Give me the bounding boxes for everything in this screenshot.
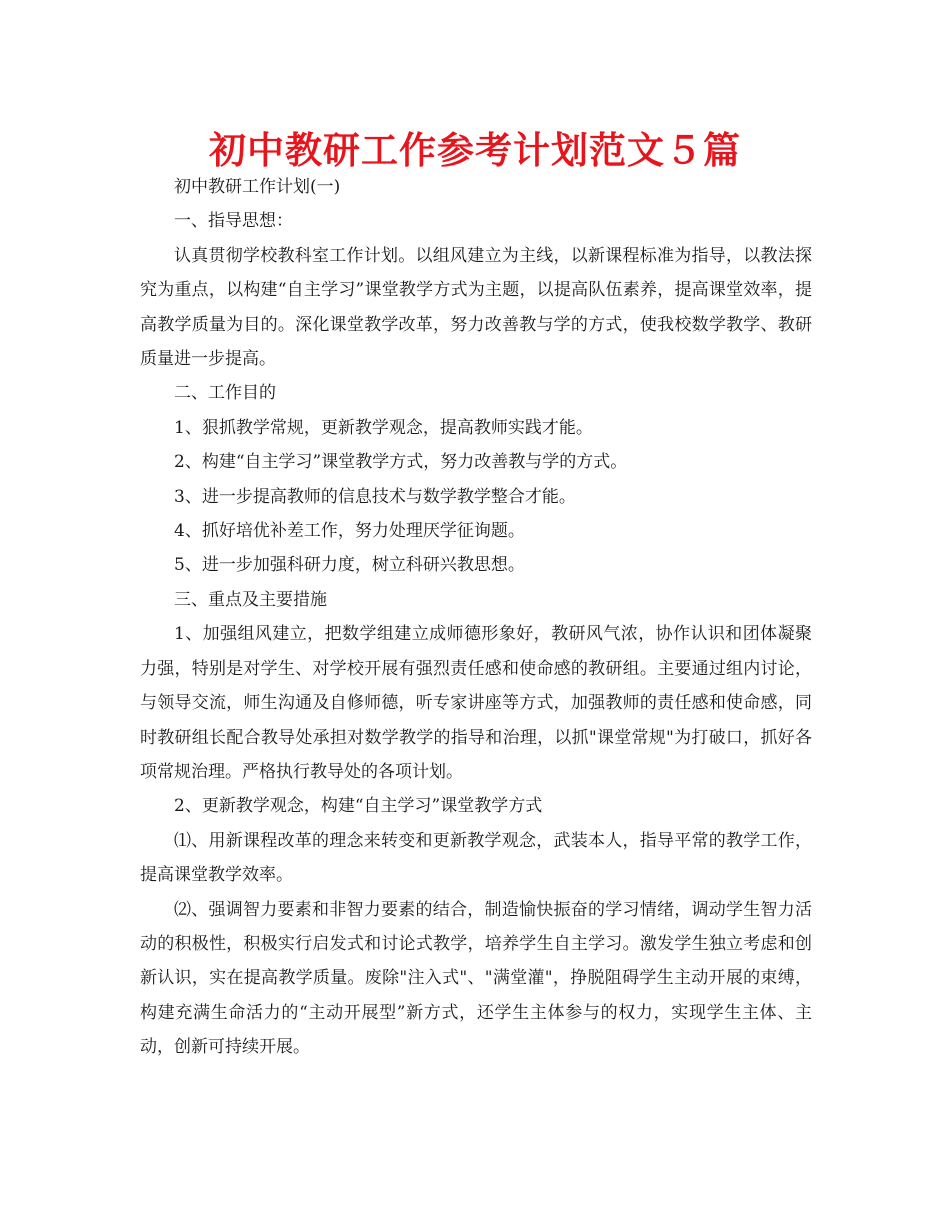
- paragraph-guiding-ideology: 认真贯彻学校教科室工作计划。以组风建立为主线，以新课程标准为指导，以教法探究为重点，以构建“自主学习”课堂教学方式为主题，以提高队伍素养，提高课堂效率，提高教学质量为目的。深化课堂教学改革，努力改善教与学的方式，使我校数学教学、教研质量进一步提高。: [140, 245, 812, 370]
- paragraph-goal-5: 5、进一步加强科研力度，树立科研兴教思想。: [174, 555, 525, 576]
- document-body: [140, 170, 812, 1065]
- document-title: 初中教研工作参考计划范文５篇: [209, 129, 741, 172]
- paragraph-measure-2-item-2: ⑵、强调智力要素和非智力要素的结合，制造愉快振奋的学习情绪，调动学生智力活动的积极性，积极实行启发式和讨论式教学，培养学生自主学习。激发学生独立考虑和创新认识，实在提高教学质量。废除"注入式"、"满堂灌"，挣脱阻碍学生主动开展的束缚，构建充满生命活力的“主动开展型”新方式，还学生主体参与的权力，实现学生主体、主动，创新可持续开展。: [140, 899, 812, 1058]
- paragraph-plan-heading: 初中教研工作计划(一): [174, 177, 341, 197]
- paragraph-goal-2: 2、构建“自主学习”课堂教学方式，努力改善教与学的方式。: [174, 452, 628, 473]
- paragraph-goal-1: 1、狠抓教学常规，更新教学观念，提高教师实践才能。: [174, 417, 593, 438]
- paragraph-measure-1: 1、加强组风建立，把数学组建立成师德形象好，教研风气浓，协作认识和团体凝聚力强，特别是对学生、对学校开展有强烈责任感和使命感的教研组。主要通过组内讨论，与领导交流，师生沟通及自修师德，听专家讲座等方式，加强教师的责任感和使命感，同时教研组长配合教导处承担对数学教学的指导和治理，以抓"课堂常规"为打破口，抓好各项常规治理。严格执行教导处的各项计划。: [140, 624, 812, 782]
- paragraph-section-2-heading: 二、工作目的: [174, 383, 276, 404]
- paragraph-measure-2-heading: 2、更新教学观念，构建“自主学习”课堂教学方式: [174, 796, 543, 817]
- paragraph-goal-3: 3、进一步提高教师的信息技术与数学教学整合才能。: [174, 486, 576, 507]
- paragraph-section-1-heading: 一、指导思想：: [174, 211, 293, 232]
- paragraph-section-3-heading: 三、重点及主要措施: [174, 589, 327, 610]
- paragraph-goal-4: 4、抓好培优补差工作，努力处理厌学征询题。: [174, 521, 525, 542]
- paragraph-measure-2-item-1: ⑴、用新课程改革的理念来转变和更新教学观念，武装本人，指导平常的教学工作，提高课堂教学效率。: [140, 830, 812, 886]
